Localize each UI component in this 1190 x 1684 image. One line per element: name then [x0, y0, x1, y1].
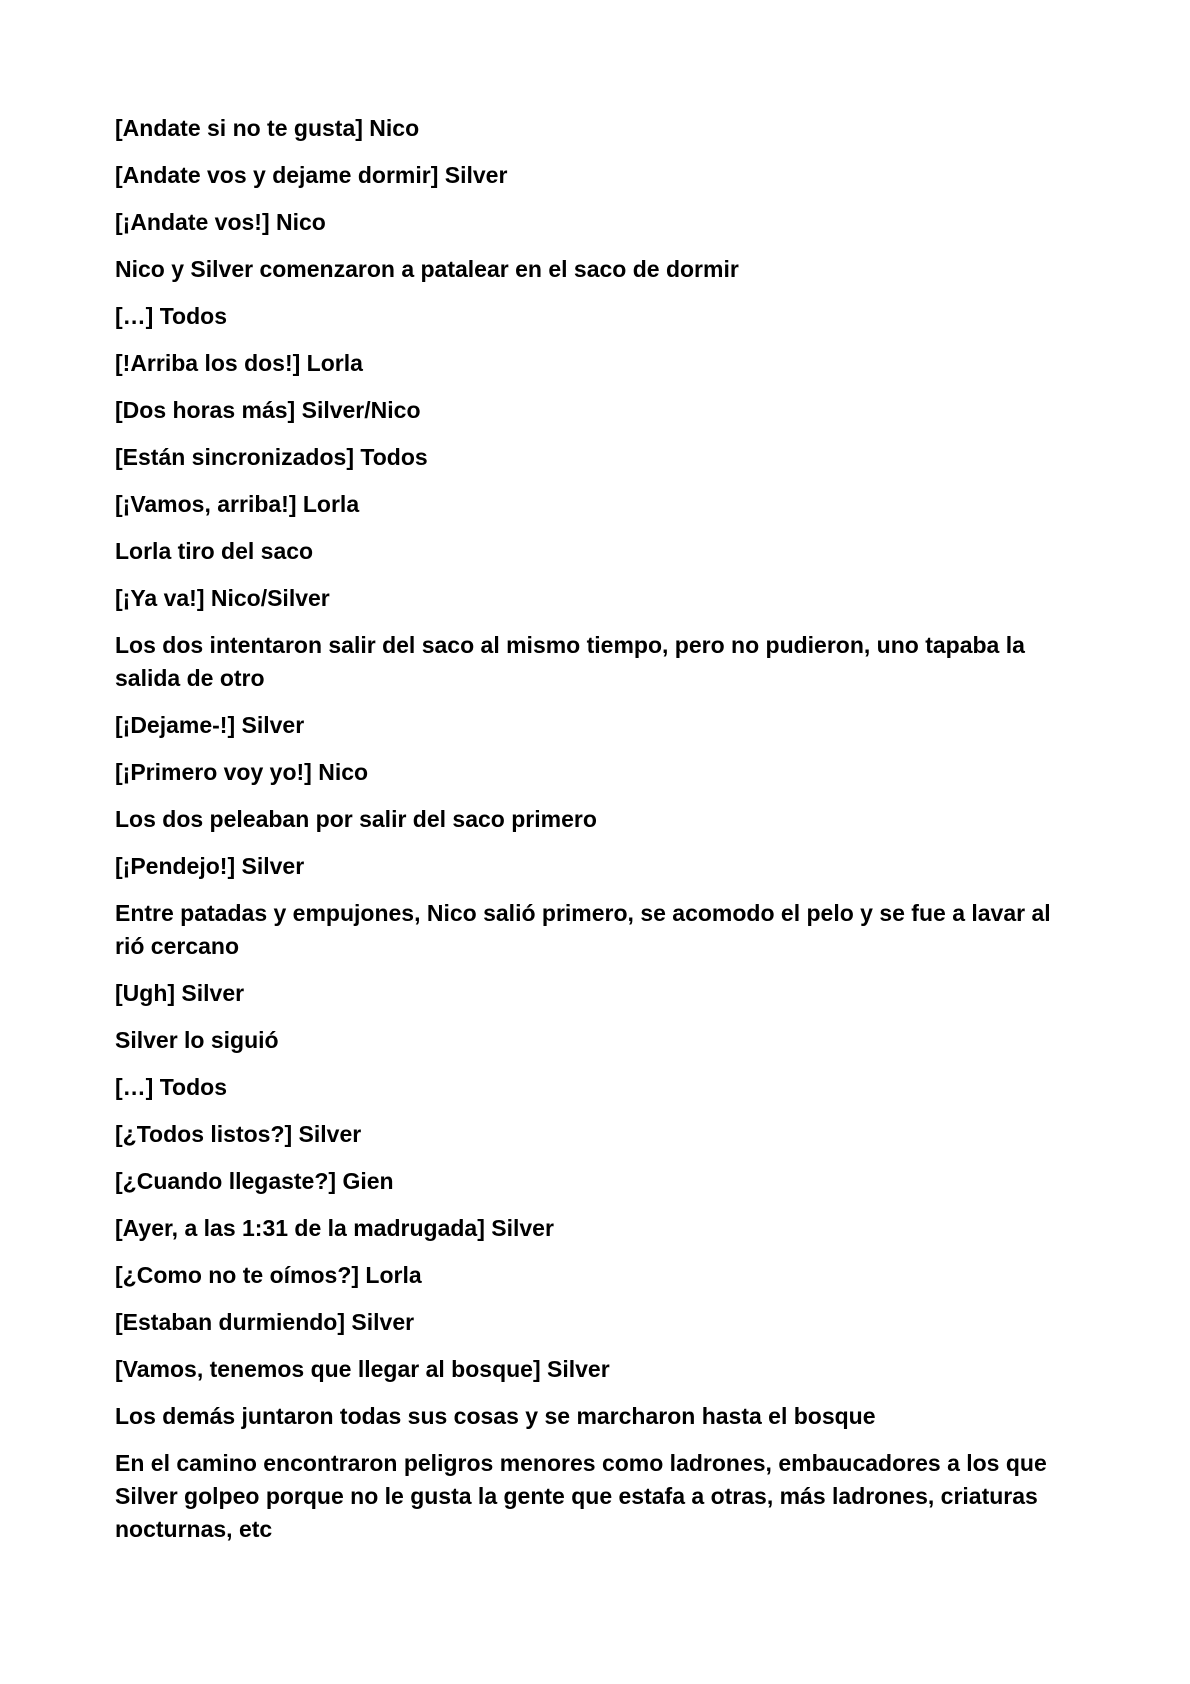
paragraph: [¿Cuando llegaste?] Gien: [115, 1168, 394, 1194]
paragraph: [Ayer, a las 1:31 de la madrugada] Silver: [115, 1215, 554, 1241]
paragraph: Entre patadas y empujones, Nico salió primero, se acomodo el pelo y se fue a lavar al rió cercano: [115, 900, 1051, 959]
paragraph: [Andate si no te gusta] Nico: [115, 115, 420, 141]
paragraph: En el camino encontraron peligros menores como ladrones, embaucadores a los que Silver golpeo porque no le gusta la gente que estafa a otras, más ladrones, criaturas nocturnas, etc: [115, 1450, 1047, 1542]
paragraph: [!Arriba los dos!] Lorla: [115, 350, 363, 376]
paragraph: Los dos peleaban por salir del saco primero: [115, 806, 597, 832]
paragraph: [¿Todos listos?] Silver: [115, 1121, 362, 1147]
paragraph: [¡Pendejo!] Silver: [115, 853, 305, 879]
paragraph: […] Todos: [115, 1074, 227, 1100]
paragraph: [Andate vos y dejame dormir] Silver: [115, 162, 508, 188]
paragraph: […] Todos: [115, 303, 227, 329]
paragraph: Los dos intentaron salir del saco al mismo tiempo, pero no pudieron, uno tapaba la salida de otro: [115, 632, 1025, 691]
paragraph: [Están sincronizados] Todos: [115, 444, 428, 470]
paragraph: [¿Como no te oímos?] Lorla: [115, 1262, 422, 1288]
paragraph: [¡Primero voy yo!] Nico: [115, 759, 369, 785]
paragraph: [¡Ya va!] Nico/Silver: [115, 585, 330, 611]
document-body: [115, 112, 1075, 1560]
paragraph: Lorla tiro del saco: [115, 538, 314, 564]
paragraph: [¡Dejame-!] Silver: [115, 712, 305, 738]
paragraph: Nico y Silver comenzaron a patalear en el saco de dormir: [115, 256, 739, 282]
paragraph: Los demás juntaron todas sus cosas y se marcharon hasta el bosque: [115, 1403, 876, 1429]
paragraph: [Dos horas más] Silver/Nico: [115, 397, 421, 423]
paragraph: [¡Andate vos!] Nico: [115, 209, 326, 235]
paragraph: Silver lo siguió: [115, 1027, 279, 1053]
paragraph: [Estaban durmiendo] Silver: [115, 1309, 415, 1335]
paragraph: [Vamos, tenemos que llegar al bosque] Silver: [115, 1356, 610, 1382]
paragraph: [Ugh] Silver: [115, 980, 245, 1006]
paragraph: [¡Vamos, arriba!] Lorla: [115, 491, 360, 517]
